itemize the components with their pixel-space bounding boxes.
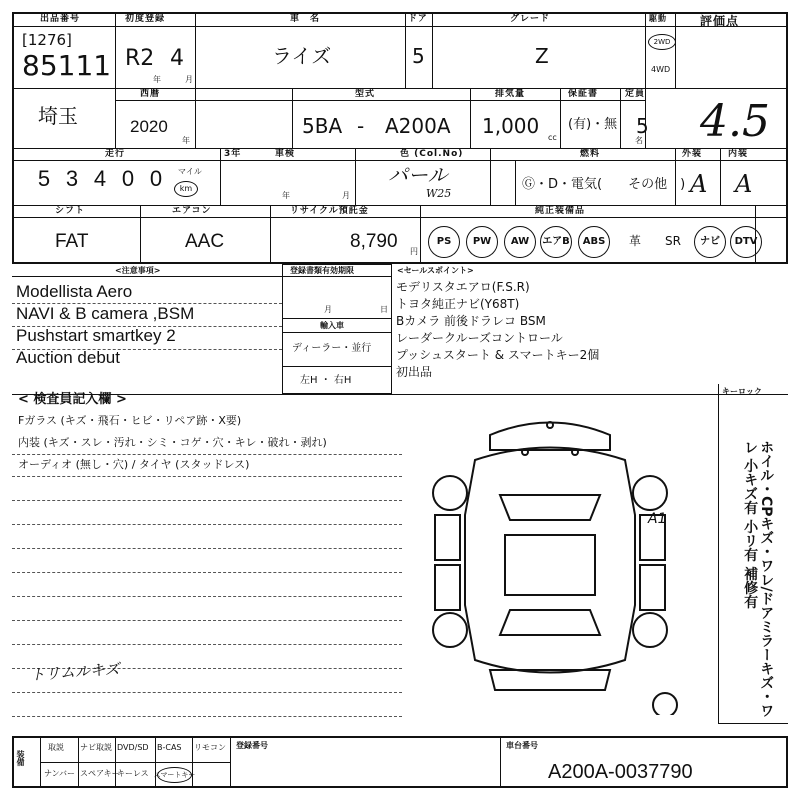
bottom-item: スペアキー: [80, 769, 120, 778]
door-label: ドア: [408, 14, 428, 24]
recycle-label: リサイクル預託金: [290, 206, 369, 216]
keylock-label: キーロック: [722, 387, 762, 396]
model-prefix: 5BA: [302, 114, 343, 138]
notes-list: [16, 283, 194, 371]
bottom-item: ナビ取説: [80, 743, 112, 752]
equip-abs: ABS: [578, 226, 610, 258]
first-reg-label: 初度登録: [125, 14, 166, 24]
exterior-grade: A: [690, 170, 708, 198]
equip-ps: PS: [428, 226, 460, 258]
model-type-label: 型式: [355, 89, 376, 99]
bottom-item: ナンバー: [44, 769, 76, 778]
sales-point: モデリスタエアロ(F.S.R): [396, 280, 530, 294]
tax-label: 3年: [224, 149, 242, 159]
interior-label: 内装: [728, 149, 749, 159]
equip-pw: PW: [466, 226, 498, 258]
note-item: Auction debut: [16, 348, 120, 367]
inspector-line: Fガラス (キズ・飛石・ヒビ・リペア跡・X要): [18, 414, 242, 427]
equip-airbag: エアB: [540, 226, 572, 258]
year-value: 2020: [130, 117, 168, 136]
first-reg-month: 4: [170, 46, 184, 71]
vertical-note: ホイル・CPキズ・ワレ/ドアミラーキズ・ワレ 小キズ有 小リ有 補修有: [742, 440, 775, 718]
bottom-item: 取説: [48, 743, 64, 752]
note-item: Modellista Aero: [16, 282, 133, 301]
notes-header: <注意事項>: [115, 266, 161, 275]
year-label: 西暦: [140, 89, 161, 99]
aircon-label: エアコン: [172, 206, 212, 216]
fuel-label: 燃料: [580, 149, 601, 159]
bottom-item: キーレス: [117, 769, 149, 778]
car-name: ライズ: [272, 44, 332, 68]
equip-label: 純正装備品: [535, 206, 586, 216]
note-item: Pushstart smartkey 2: [16, 326, 176, 345]
bottom-item: DVD/SD: [117, 743, 149, 752]
color-label: 色 (Col.No): [400, 149, 464, 159]
equip-navi: ナビ: [694, 226, 726, 258]
note-item: NAVI & B camera ,BSM: [16, 304, 195, 323]
grade-label: グレード: [510, 14, 551, 24]
mileage-digit: 5: [37, 166, 51, 191]
door-count: 5: [412, 44, 425, 68]
mileage-digit: 0: [149, 166, 163, 191]
color-code: W25: [426, 187, 452, 200]
grade-value: Z: [535, 44, 549, 68]
sales-header: <セールスポイント>: [397, 266, 474, 275]
inspector-line: 内装 (キズ・スレ・汚れ・シミ・コゲ・穴・キレ・破れ・剥れ): [18, 436, 327, 449]
chassis-no: A200A-0037790: [548, 761, 693, 783]
bottom-item: B-CAS: [157, 743, 182, 752]
bottom-item: スマートキー: [157, 767, 192, 783]
chassis-no-label: 車台番号: [506, 741, 538, 750]
shift-value: FAT: [55, 231, 89, 252]
car-name-label: 車 名: [290, 14, 321, 24]
fuel-value: Ⓖ・D・電気( その他 ): [522, 177, 686, 192]
recycle-fee: 8,790: [350, 231, 398, 252]
mileage-digit: 4: [93, 166, 107, 191]
warranty-value: (有)・無: [568, 117, 618, 132]
drive-4wd: 4WD: [651, 65, 671, 74]
import-car-label: 輸入車: [320, 321, 344, 330]
dealer-label: ディーラー・並行: [292, 343, 372, 354]
steering-label: 左H ・ 右H: [300, 375, 352, 386]
mileage-digits: [30, 168, 170, 198]
inspector-lines: [18, 415, 327, 481]
sales-point: レーダークルーズコントロール: [396, 331, 563, 345]
first-reg-era: R2: [125, 46, 155, 71]
drive-2wd: 2WD: [648, 34, 676, 50]
auction-sheet: 出品番号 [1276] 85111 初度登録 R2 4 年 月 車 名 ライズ ドア 5 グレード Z 駆動 2WD 4WD 評価点 4.5 埼玉 西暦 2020 年 型式 5BA - A200A 排気量 1,000 cc 保証書 (有)・無 定員 5 名 走行 5 3 4 0 0 マイル km 3年 車検 年 月 色 (Col.No) パール W25 燃料 Ⓖ・D・電気( その他 ) 外装 A 内装 A シフト FAT エアコン AAC リサイクル預託金 8,790 円 純正装備品 PS PW AW エアB ABS 革 SR ナビ DTV <注意事項> 登録書類有効期限 <セールスポイント> 月 日 輸入車 ディーラー・並行 左H ・ 右H Modellista Aero NAVI & B camera ,BSM Pushstart smartkey 2 Auction debut モデリスタエアロ(F.S.R) トヨタ純正ナビ(Y68T) Bカメラ 前後ドラレコ BSM レーダークルーズコントロール プッシュスタート & スマートキー2個 初出品 キーロック < 検査員記入欄 > Fガラス (キズ・飛石・ヒビ・リペア跡・X要) 内装 (キズ・スレ・汚れ・シミ・コゲ・穴・キレ・破れ・剥れ) オーディオ (無し・穴) / タイヤ (スタッドレス) トリムルキズ ホイル・CPキズ・ワレ/ドアミラーキズ・ワレ 小キズ有 小リ有 補修有 A1 装備 取説 ナビ取説 DVD/SD B-CAS リモコン ナンバー スペアキー キーレス スマートキー 登録番号 車台番号 A200A-0037790: [0, 0, 800, 800]
interior-grade: A: [735, 170, 753, 198]
rating-value: 4.5: [700, 96, 770, 147]
sales-point: 初出品: [396, 365, 433, 379]
capacity-label: 定員: [625, 89, 646, 99]
warranty-label: 保証書: [568, 89, 599, 99]
sales-points-list: [396, 281, 599, 383]
mileage-label: 走行: [105, 149, 126, 159]
exterior-label: 外装: [682, 149, 703, 159]
model-code: A200A: [385, 114, 451, 138]
mileage-digit: 0: [121, 166, 135, 191]
sales-point: プッシュスタート & スマートキー2個: [396, 348, 600, 362]
equip-aw: AW: [504, 226, 536, 258]
car-diagram: [420, 405, 680, 715]
equip-sr: SR: [665, 234, 681, 248]
lot-no-label: 出品番号: [40, 14, 81, 24]
equip-dtv: DTV: [730, 226, 762, 258]
bottom-item: リモコン: [194, 743, 226, 752]
reg-number-label: 登録番号: [236, 741, 268, 750]
inspection-label: 車検: [275, 149, 296, 159]
displacement-label: 排気量: [495, 89, 526, 99]
lot-bracket: [1276]: [22, 31, 72, 49]
aircon-value: AAC: [185, 231, 225, 252]
handwritten-note: トリムルキズ: [29, 659, 121, 685]
capacity-value: 5: [636, 114, 649, 138]
inspector-line: オーディオ (無し・穴) / タイヤ (スタッドレス): [18, 458, 250, 471]
bottom-header: 装備: [16, 750, 25, 766]
reg-doc-label: 登録書類有効期限: [290, 266, 354, 275]
sales-point: Bカメラ 前後ドラレコ BSM: [396, 314, 546, 328]
sales-point: トヨタ純正ナビ(Y68T): [396, 297, 520, 311]
inspector-header: < 検査員記入欄 >: [18, 392, 127, 407]
color-name: パール: [388, 163, 448, 187]
lot-number: 85111: [22, 49, 112, 82]
diagram-mark: A1: [648, 511, 667, 527]
mileage-digit: 3: [65, 166, 79, 191]
shift-label: シフト: [55, 206, 86, 216]
equip-leather: 革: [628, 234, 641, 248]
km-unit: km: [174, 181, 198, 197]
region-value: 埼玉: [38, 104, 78, 128]
displacement-value: 1,000: [482, 114, 540, 138]
rating-label: 評価点: [700, 14, 740, 28]
drive-label: 駆動: [649, 14, 667, 23]
